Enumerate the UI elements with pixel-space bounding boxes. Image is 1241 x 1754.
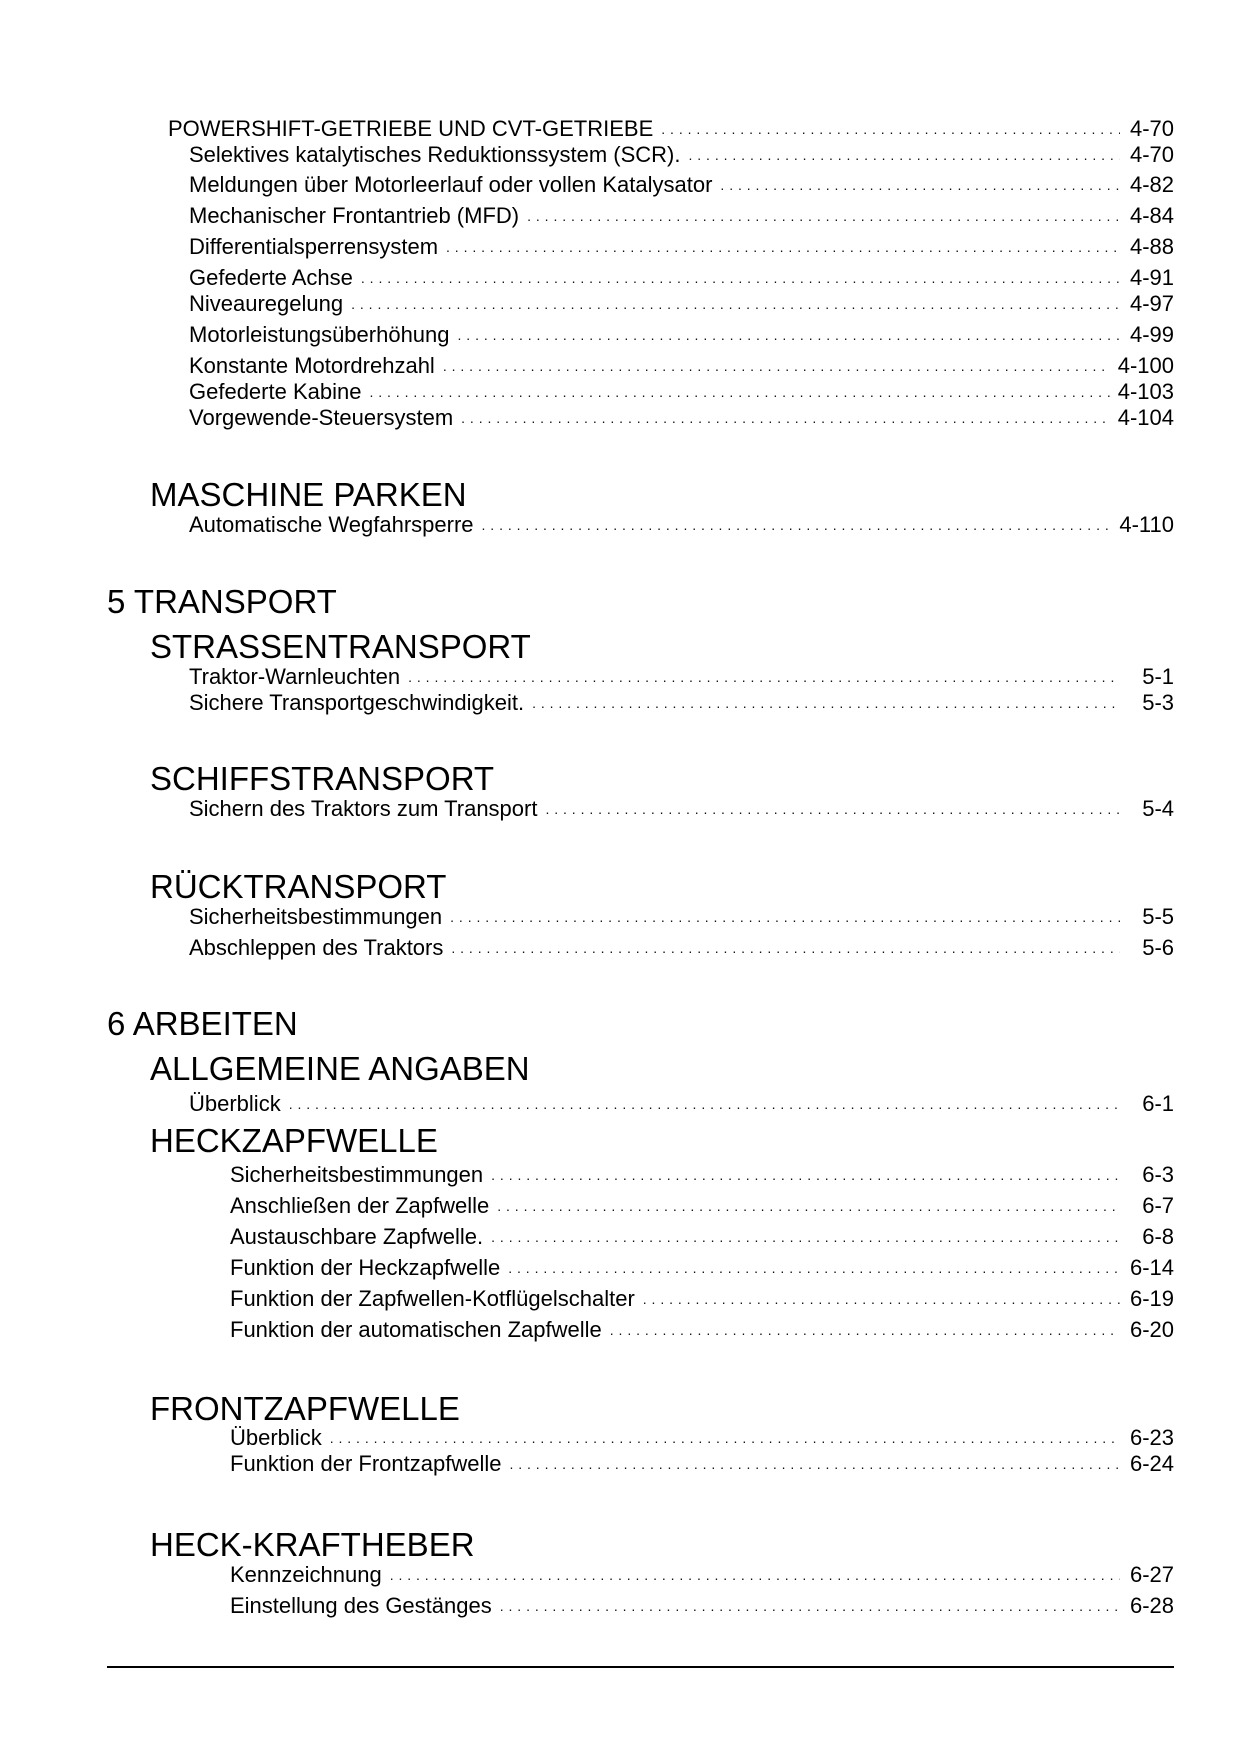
leader-dots: [289, 1089, 1120, 1117]
toc-entry[interactable]: [189, 401, 1174, 431]
leader-dots: [351, 289, 1120, 317]
toc-entry-page: 4-91: [1129, 265, 1174, 290]
toc-entry-page: 4-104: [1117, 405, 1174, 430]
toc-entry-page: 6-27: [1129, 1562, 1174, 1587]
toc-entry[interactable]: [230, 1589, 1174, 1619]
leader-dots: [491, 1222, 1120, 1250]
toc-entry-page: 6-24: [1129, 1451, 1174, 1476]
toc-entry[interactable]: [189, 900, 1174, 930]
toc-entry-title: Austauschbare Zapfwelle.: [230, 1224, 484, 1249]
toc-entry-page: 6-3: [1142, 1162, 1174, 1187]
bottom-divider: [107, 1666, 1174, 1668]
toc-entry-title: Kennzeichnung: [230, 1562, 382, 1587]
toc-entry-page: 4-84: [1129, 203, 1174, 228]
toc-entry[interactable]: [230, 1558, 1174, 1588]
leader-dots: [458, 320, 1120, 348]
toc-entry-title: Motorleistungsüberhöhung: [189, 322, 450, 347]
leader-dots: [446, 232, 1120, 260]
toc-entry-page: 4-100: [1117, 353, 1174, 378]
toc-entry-title: Sichere Transportgeschwindigkeit.: [189, 690, 525, 715]
toc-entry-title: Automatische Wegfahrsperre: [189, 512, 474, 537]
toc-entry[interactable]: [230, 1158, 1174, 1188]
toc-entry-title: Mechanischer Frontantrieb (MFD): [189, 203, 520, 228]
toc-entry-title: Selektives katalytisches Reduktionssystem (SCR).: [189, 142, 681, 167]
leader-dots: [390, 1560, 1120, 1588]
toc-entry-title: Einstellung des Gestänges: [230, 1593, 492, 1618]
leader-dots: [461, 403, 1110, 431]
toc-entry-title: Anschließen der Zapfwelle: [230, 1193, 490, 1218]
toc-entry-page: 6-19: [1129, 1286, 1174, 1311]
section-heading: SCHIFFSTRANSPORT: [150, 760, 495, 797]
toc-entry-page: 4-70: [1129, 142, 1174, 167]
toc-entry-page: 4-103: [1117, 379, 1174, 404]
toc-entry-title: Sicherheitsbestimmungen: [189, 904, 443, 929]
leader-dots: [643, 1284, 1120, 1312]
section-heading: ALLGEMEINE ANGABEN: [150, 1050, 530, 1087]
toc-entry-page: 6-28: [1129, 1593, 1174, 1618]
section-heading: FRONTZAPFWELLE: [150, 1390, 460, 1427]
toc-entry-page: 5-1: [1142, 664, 1174, 689]
section-heading: RÜCKTRANSPORT: [150, 868, 447, 905]
toc-entry-page: 4-97: [1129, 291, 1174, 316]
toc-entry-page: 5-6: [1142, 935, 1174, 960]
leader-dots: [491, 1160, 1120, 1188]
leader-dots: [610, 1315, 1120, 1343]
toc-entry-page: 6-23: [1129, 1425, 1174, 1450]
toc-entry-title: POWERSHIFT-GETRIEBE UND CVT-GETRIEBE: [168, 116, 654, 141]
toc-entry-page: 5-4: [1142, 796, 1174, 821]
toc-entry-title: Abschleppen des Traktors: [189, 935, 444, 960]
toc-entry-page: 4-110: [1119, 512, 1174, 537]
toc-entry-title: Traktor-Warnleuchten: [189, 664, 401, 689]
leader-dots: [527, 201, 1120, 229]
toc-entry-page: 4-99: [1129, 322, 1174, 347]
toc-entry-page: 6-1: [1142, 1091, 1174, 1116]
chapter-heading: 6 ARBEITEN: [107, 1005, 298, 1042]
leader-dots: [509, 1449, 1120, 1477]
toc-entry[interactable]: [189, 168, 1174, 198]
toc-entry-title: Konstante Motordrehzahl: [189, 353, 435, 378]
toc-entry[interactable]: [189, 686, 1174, 716]
toc-entry[interactable]: [230, 1251, 1174, 1281]
leader-dots: [450, 902, 1120, 930]
toc-entry[interactable]: [189, 138, 1174, 168]
toc-entry[interactable]: [189, 230, 1174, 260]
toc-entry[interactable]: [189, 199, 1174, 229]
toc-entry-title: Niveauregelung: [189, 291, 344, 316]
toc-entry[interactable]: [230, 1447, 1174, 1477]
toc-entry[interactable]: [189, 287, 1174, 317]
toc-entry[interactable]: [189, 792, 1174, 822]
toc-entry-page: 4-88: [1129, 234, 1174, 259]
toc-entry[interactable]: [189, 931, 1174, 961]
toc-entry[interactable]: [230, 1282, 1174, 1312]
toc-entry-title: Funktion der Frontzapfwelle: [230, 1451, 502, 1476]
leader-dots: [497, 1191, 1120, 1219]
toc-entry-page: 6-8: [1142, 1224, 1174, 1249]
toc-entry-title: Gefederte Achse: [189, 265, 353, 290]
toc-entry-title: Funktion der Heckzapfwelle: [230, 1255, 501, 1280]
toc-entry-title: Gefederte Kabine: [189, 379, 362, 404]
section-heading: MASCHINE PARKEN: [150, 476, 467, 513]
leader-dots: [532, 688, 1120, 716]
toc-entry-page: 4-82: [1129, 172, 1174, 197]
toc-entry[interactable]: [189, 1087, 1174, 1117]
leader-dots: [500, 1591, 1120, 1619]
leader-dots: [508, 1253, 1120, 1281]
leader-dots: [482, 510, 1112, 538]
toc-entry-page: 5-3: [1142, 690, 1174, 715]
leader-dots: [689, 140, 1121, 168]
toc-entry[interactable]: [189, 508, 1174, 538]
toc-entry[interactable]: [230, 1220, 1174, 1250]
toc-entry-title: Sichern des Traktors zum Transport: [189, 796, 538, 821]
toc-entry-page: 6-7: [1142, 1193, 1174, 1218]
chapter-heading: 5 TRANSPORT: [107, 583, 337, 620]
section-heading: STRASSENTRANSPORT: [150, 628, 531, 665]
toc-entry-title: Funktion der Zapfwellen-Kotflügelschalter: [230, 1286, 635, 1311]
toc-entry-page: 6-20: [1129, 1317, 1174, 1342]
toc-entry[interactable]: [230, 1313, 1174, 1343]
toc-entry-title: Vorgewende-Steuersystem: [189, 405, 454, 430]
leader-dots: [451, 933, 1120, 961]
toc-entry-page: 4-70: [1129, 116, 1174, 141]
toc-entry-title: Sicherheitsbestimmungen: [230, 1162, 484, 1187]
section-heading: HECKZAPFWELLE: [150, 1122, 438, 1159]
leader-dots: [720, 170, 1120, 198]
toc-entry[interactable]: [189, 318, 1174, 348]
section-heading: HECK-KRAFTHEBER: [150, 1526, 475, 1563]
toc-entry-title: Funktion der automatischen Zapfwelle: [230, 1317, 602, 1342]
toc-entry-title: Meldungen über Motorleerlauf oder vollen Katalysator: [189, 172, 713, 197]
toc-entry-title: Differentialsperrensystem: [189, 234, 439, 259]
toc-entry-page: 6-14: [1129, 1255, 1174, 1280]
toc-entry-title: Überblick: [189, 1091, 281, 1116]
toc-entry-title: Überblick: [230, 1425, 322, 1450]
toc-entry-page: 5-5: [1142, 904, 1174, 929]
leader-dots: [545, 794, 1120, 822]
toc-entry[interactable]: [230, 1189, 1174, 1219]
